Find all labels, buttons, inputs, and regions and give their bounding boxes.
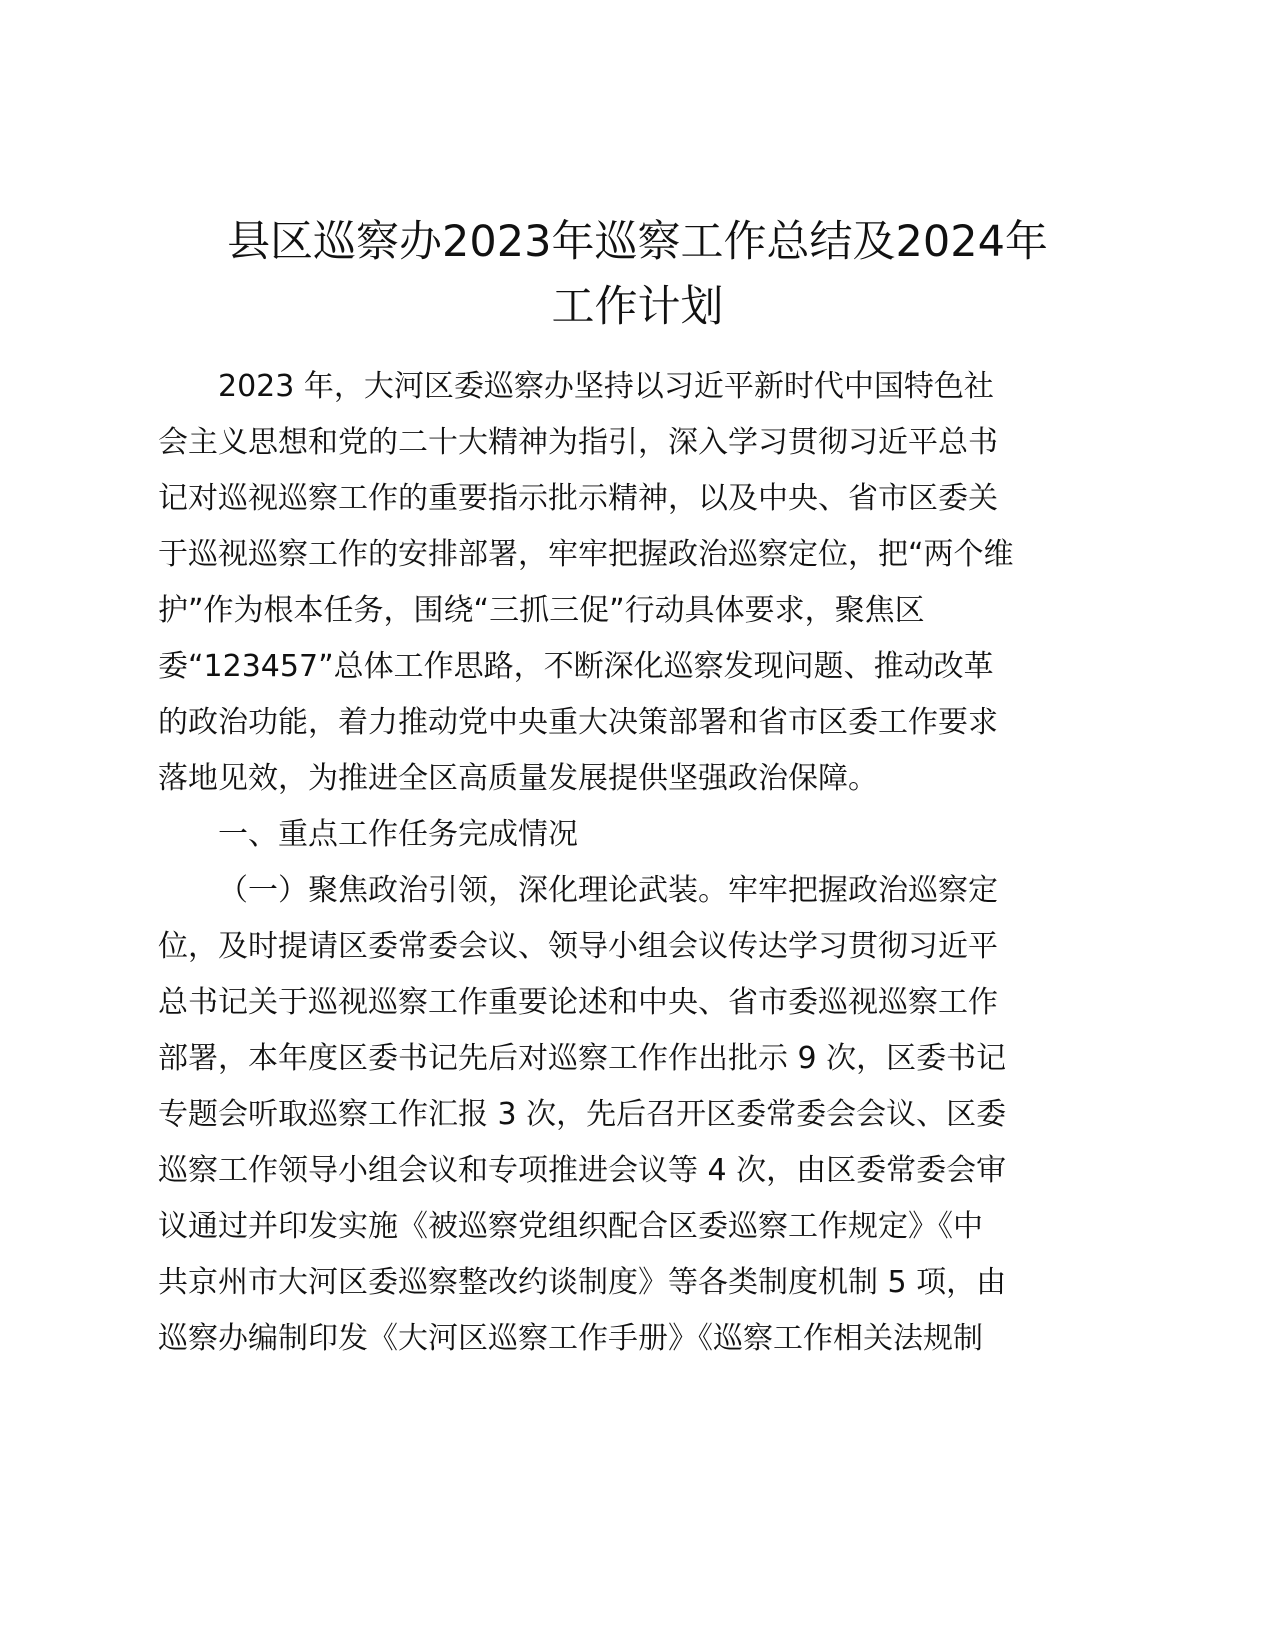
section-line: 巡察办编制印发《大河区巡察工作手册》《巡察工作相关法规制 (158, 1321, 983, 1356)
intro-line: 于巡视巡察工作的安排部署，牢牢把握政治巡察定位，把“两个维 (158, 537, 1014, 572)
section-line: 位，及时提请区委常委会议、领导小组会议传达学习贯彻习近平 (158, 929, 998, 964)
section-line: 总书记关于巡视巡察工作重要论述和中央、省市委巡视巡察工作 (158, 985, 998, 1020)
intro-line: 落地见效，为推进全区高质量发展提供坚强政治保障。 (158, 761, 878, 796)
intro-line: 2023 年，大河区委巡察办坚持以习近平新时代中国特色社 (218, 369, 994, 404)
section-line: 巡察工作领导小组会议和专项推进会议等 4 次，由区委常委会审 (158, 1153, 1007, 1188)
document-title-line-2: 工作计划 (551, 282, 724, 332)
section-line: 部署，本年度区委书记先后对巡察工作作出批示 9 次，区委书记 (158, 1041, 1007, 1076)
section-line: 共京州市大河区委巡察整改约谈制度》等各类制度机制 5 项，由 (158, 1265, 1007, 1300)
section-heading: 一、重点工作任务完成情况 (218, 817, 578, 852)
intro-line: 会主义思想和党的二十大精神为指引，深入学习贯彻习近平总书 (158, 425, 998, 460)
intro-line: 记对巡视巡察工作的重要指示批示精神，以及中央、省市区委关 (158, 481, 998, 516)
intro-line: 护”作为根本任务，围绕“三抓三促”行动具体要求，聚焦区 (158, 593, 925, 628)
section-line: 议通过并印发实施《被巡察党组织配合区委巡察工作规定》《中 (158, 1209, 983, 1244)
document-title-line-1: 县区巡察办2023年巡察工作总结及2024年 (227, 217, 1048, 267)
intro-line: 的政治功能，着力推动党中央重大决策部署和省市区委工作要求 (158, 705, 998, 740)
section-line: （一）聚焦政治引领，深化理论武装。牢牢把握政治巡察定 (218, 873, 998, 908)
section-line: 专题会听取巡察工作汇报 3 次，先后召开区委常委会会议、区委 (158, 1097, 1007, 1132)
intro-line: 委“123457”总体工作思路，不断深化巡察发现问题、推动改革 (158, 649, 994, 684)
